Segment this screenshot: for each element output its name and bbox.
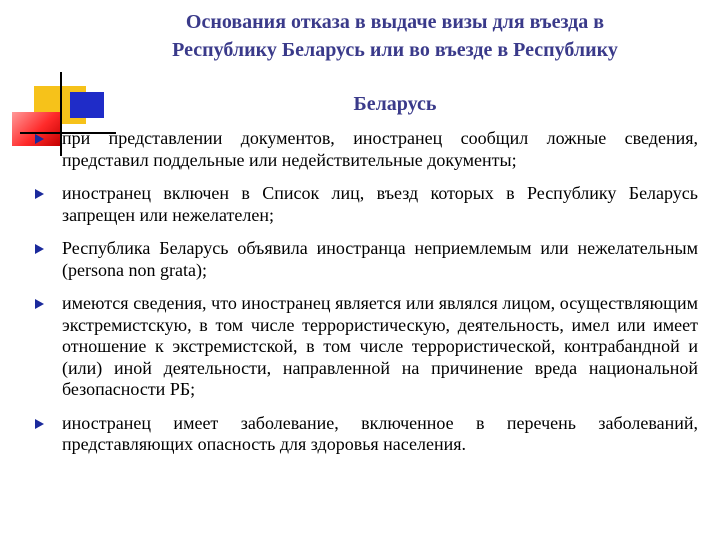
list-item-text: имеются сведения, что иностранец является или являлся лицом, осуществляющим экстремистскую, в том числе террористическую, деятельность, имел или имеет отношение к экстремистской, в том числе террористической, контрабандной и (или) иной деятельности, направленной на причинение вреда национальной безопасности РБ; xyxy=(62,293,698,399)
title-line-2: Республику Беларусь или во въезде в Республику xyxy=(172,39,618,61)
bullet-arrow-icon xyxy=(35,299,44,309)
list-item xyxy=(34,183,698,226)
bullet-arrow-icon xyxy=(35,189,44,199)
list-item-text: Республика Беларусь объявила иностранца неприемлемым или нежелательным (persona non grata); xyxy=(62,238,698,280)
list-item xyxy=(34,128,698,171)
slide-title xyxy=(110,8,680,118)
list-item xyxy=(34,413,698,456)
title-line-3: Беларусь xyxy=(353,93,437,115)
list-item xyxy=(34,238,698,281)
list-item-text: при представлении документов, иностранец сообщил ложные сведения, представил поддельные или недействительные документы; xyxy=(62,128,698,170)
list-item-text: иностранец имеет заболевание, включенное в перечень заболеваний, представляющих опасность для здоровья населения. xyxy=(62,412,698,454)
bullet-arrow-icon xyxy=(35,419,44,429)
list-item xyxy=(34,293,698,401)
deco-blue-square xyxy=(70,92,104,118)
list-item-text: иностранец включен в Список лиц, въезд которых в Республику Беларусь запрещен или нежелателен; xyxy=(62,183,698,225)
bullet-list xyxy=(34,128,698,468)
bullet-arrow-icon xyxy=(35,244,44,254)
bullet-arrow-icon xyxy=(35,134,44,144)
title-line-1: Основания отказа в выдаче визы для въезда в xyxy=(185,11,605,33)
